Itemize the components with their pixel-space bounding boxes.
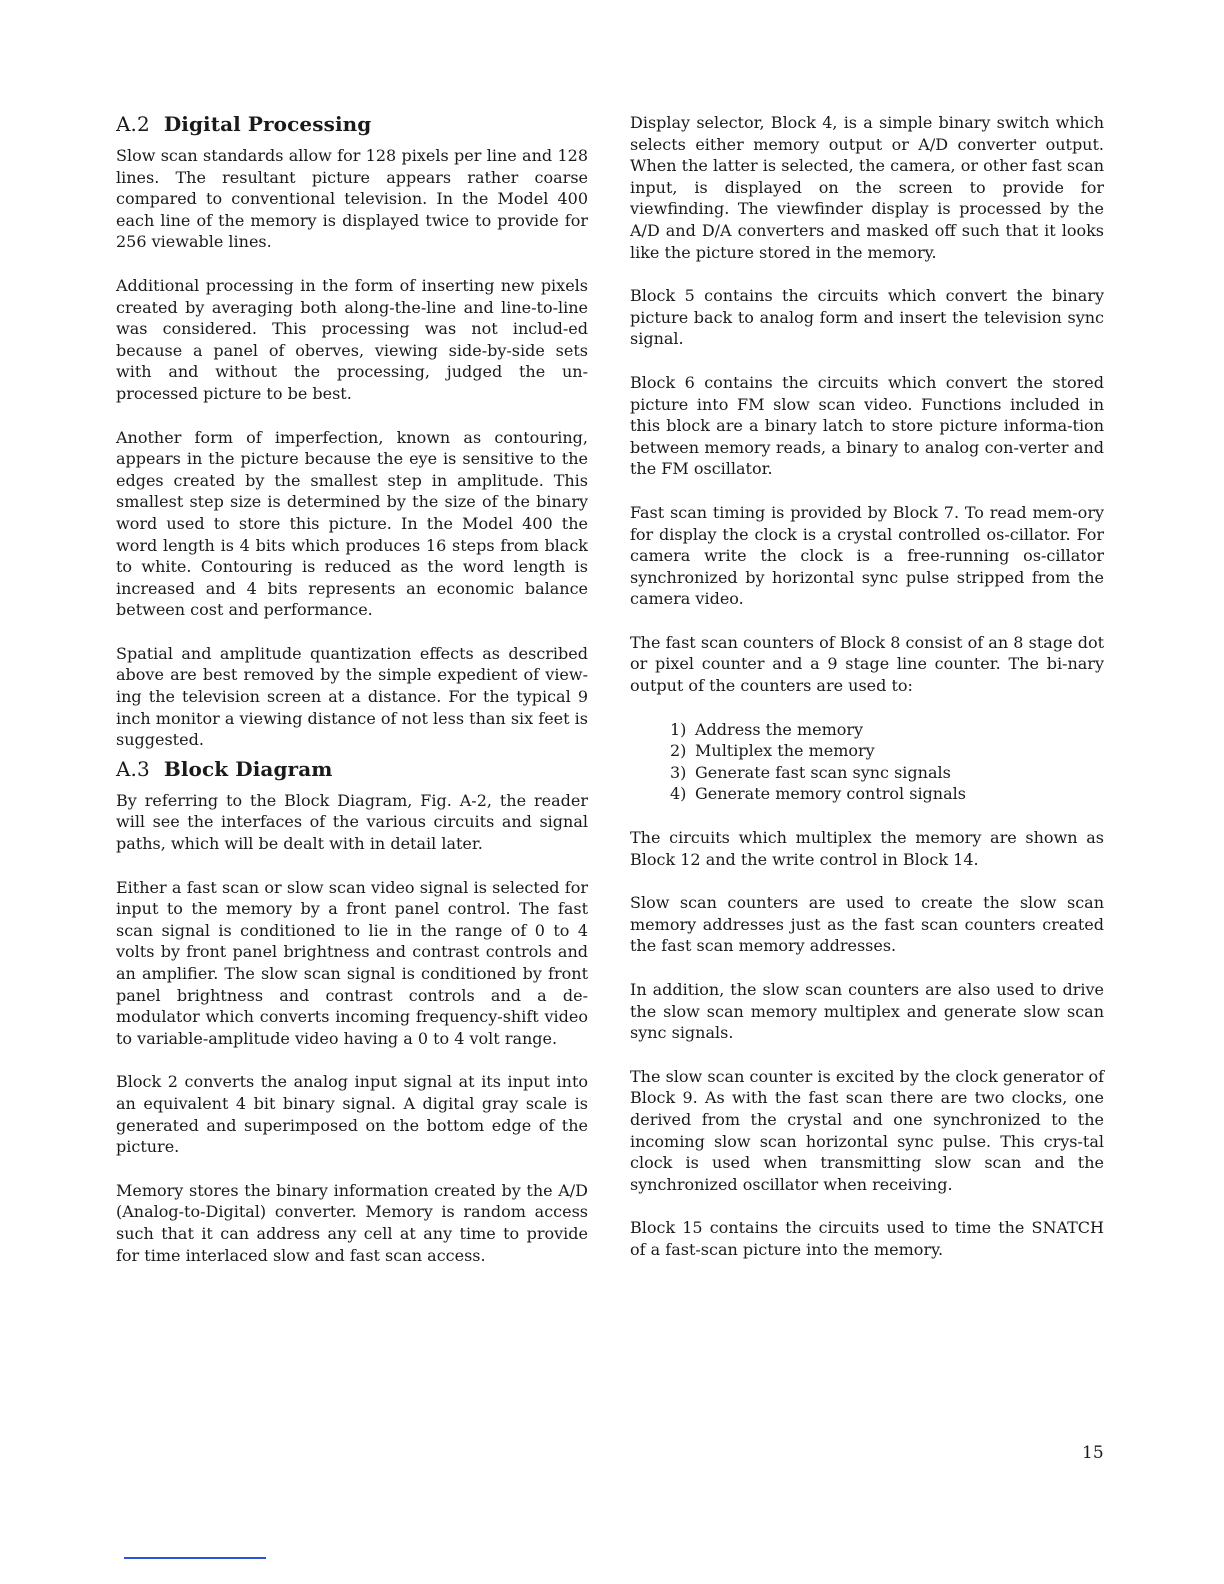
list-item	[670, 740, 1104, 762]
list-text: Generate fast scan sync signals	[695, 762, 951, 782]
left-column	[116, 112, 588, 1288]
paragraph: Slow scan counters are used to create the slow scan memory addresses just as the fast scan counters created the fast scan memory addresses.	[630, 893, 1104, 956]
paragraph: Block 2 converts the analog input signal at its input into an equivalent 4 bit binary signal. A digital gray scale is generated and superimposed on the bottom edge of the picture.	[116, 1072, 588, 1157]
paragraph: Memory stores the binary information created by the A/D (Analog-to-Digital) converter. Memory is random access such that it can address any cell at any time to provide for time interlaced slow and fast scan access.	[116, 1180, 588, 1265]
list-text: Generate memory control signals	[695, 784, 966, 804]
list-text: Address the memory	[695, 719, 864, 739]
list-number: 1)	[670, 719, 687, 739]
paragraph: The slow scan counter is excited by the clock generator of Block 9. As with the fast scan there are two clocks, one derived from the crystal and one synchronized to the incoming slow scan horizontal sync pulse. This crys-tal clock is used when transmitting slow scan and the synchronized oscillator when receiving.	[630, 1066, 1104, 1194]
list-text: Multiplex the memory	[695, 741, 875, 761]
section-title: Block Diagram	[163, 756, 333, 781]
paragraph: Block 5 contains the circuits which convert the binary picture back to analog form and insert the television sync signal.	[630, 286, 1104, 349]
list-number: 4)	[670, 784, 687, 804]
section-number: A.3	[116, 756, 150, 781]
paragraph: The fast scan counters of Block 8 consist of an 8 stage dot or pixel counter and a 9 stage line counter. The bi-nary output of the counters are used to:	[630, 632, 1104, 696]
paragraph: Fast scan timing is provided by Block 7. To read mem-ory for display the clock is a crystal controlled os-cillator. For camera write the clock is a free-running os-cillator synchronized by horizontal sync pulse stripped from the camera video.	[630, 502, 1104, 609]
paragraph: Block 6 contains the circuits which convert the stored picture into FM slow scan video. Functions included in this block are a binary latch to store picture informa-tion between memory reads, a binary to analog con-verter and the FM oscillator.	[630, 372, 1104, 479]
paragraph: Slow scan standards allow for 128 pixels per line and 128 lines. The resultant picture appears rather coarse compared to conventional television. In the Model 400 each line of the memory is displayed twice to provide for 256 viewable lines.	[116, 146, 588, 252]
list-number: 2)	[670, 741, 687, 761]
section-heading-a2	[116, 112, 588, 136]
paragraph: Block 15 contains the circuits used to time the SNATCH of a fast-scan picture into the memory.	[630, 1218, 1104, 1259]
paragraph: Another form of imperfection, known as contouring, appears in the picture because the eye is sensitive to the edges created by the smallest step in amplitude. This smallest step size is determined by the size of the binary word used to store this picture. In the Model 400 the word length is 4 bits which produces 16 steps from black to white. Contouring is reduced as the word length is increased and 4 bits represents an economic balance between cost and performance.	[116, 427, 588, 620]
section-title: Digital Processing	[163, 112, 372, 136]
paragraph: In addition, the slow scan counters are also used to drive the slow scan memory multiplex and generate slow scan sync signals.	[630, 980, 1104, 1043]
list-number: 3)	[670, 762, 687, 782]
paragraph: Additional processing in the form of inserting new pixels created by averaging both along-the-line and line-to-line was considered. This processing was not includ-ed because a panel of oberves, viewing side-by-side sets with and without the processing, judged the un-processed picture to be best.	[116, 275, 588, 403]
paragraph: Display selector, Block 4, is a simple binary switch which selects either memory output or A/D converter output. When the latter is selected, the camera, or other fast scan input, is displayed on the screen to provide for viewfinding. The viewfinder display is processed by the A/D and D/A converters and masked off such that it looks like the picture stored in the memory.	[630, 113, 1104, 262]
footer-rule	[124, 1557, 266, 1559]
section-number: A.2	[116, 112, 150, 136]
list-item	[670, 783, 1104, 805]
right-column	[630, 112, 1104, 1283]
numbered-list	[670, 719, 1104, 805]
list-item	[670, 762, 1104, 784]
list-item	[670, 719, 1104, 741]
paragraph: Spatial and amplitude quantization effects as described above are best removed by the simple expedient of view-ing the television screen at a distance. For the typical 9 inch monitor a viewing distance of not less than six feet is suggested.	[116, 643, 588, 750]
paragraph: By referring to the Block Diagram, Fig. A-2, the reader will see the interfaces of the various circuits and signal paths, which will be dealt with in detail later.	[116, 790, 588, 854]
section-heading-a3	[116, 757, 588, 781]
page-number: 15	[1082, 1443, 1104, 1463]
paragraph: Either a fast scan or slow scan video signal is selected for input to the memory by a front panel control. The fast scan signal is conditioned to lie in the range of 0 to 4 volts by front panel brightness and contrast controls and an amplifier. The slow scan signal is conditioned by front panel brightness and contrast controls and a de-modulator which converts incoming frequency-shift video to variable-amplitude video having a 0 to 4 volt range.	[116, 877, 588, 1048]
paragraph: The circuits which multiplex the memory are shown as Block 12 and the write control in Block 14.	[630, 828, 1104, 869]
